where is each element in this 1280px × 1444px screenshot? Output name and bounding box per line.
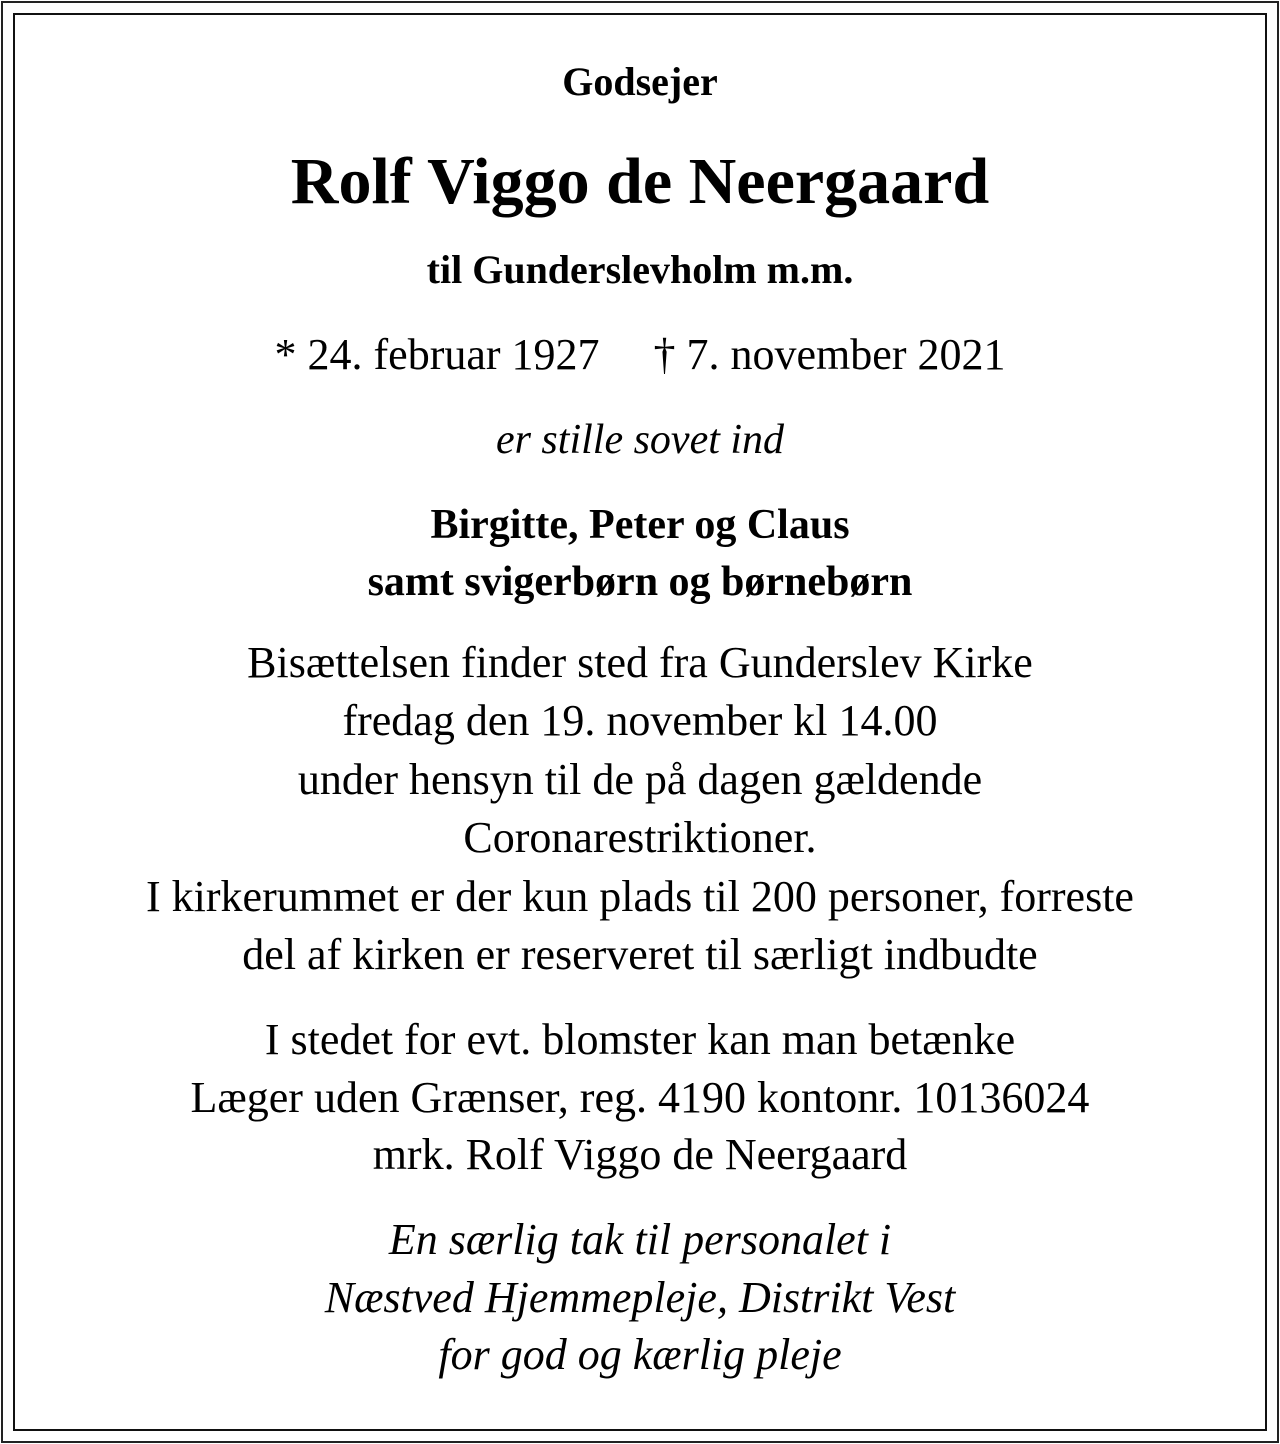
- funeral-line: fredag den 19. november kl 14.00: [342, 696, 938, 745]
- deceased-name: Rolf Viggo de Neergaard: [290, 145, 990, 218]
- subtitle: til Gunderslevholm m.m.: [426, 247, 854, 292]
- funeral-line: Bisættelsen finder sted fra Gunderslev Kirke: [247, 638, 1033, 687]
- funeral-line: Coronarestriktioner.: [463, 813, 817, 862]
- phrase: er stille sovet ind: [495, 417, 785, 463]
- birth-date: * 24. februar 1927: [274, 330, 600, 379]
- funeral-line: under hensyn til de på dagen gældende: [297, 755, 983, 804]
- death-date: † 7. november 2021: [653, 330, 1006, 379]
- donation-line: mrk. Rolf Viggo de Neergaard: [372, 1130, 908, 1179]
- thanks-line: Næstved Hjemmepleje, Distrikt Vest: [324, 1273, 956, 1322]
- thanks-line: En særlig tak til personalet i: [388, 1215, 892, 1264]
- dates: [0, 326, 1280, 384]
- donation-line: Læger uden Grænser, reg. 4190 kontonr. 10136024: [190, 1073, 1090, 1122]
- family-line: samt svigerbørn og børnebørn: [367, 559, 913, 605]
- donation-line: I stedet for evt. blomster kan man betænke: [264, 1015, 1016, 1064]
- family-line: Birgitte, Peter og Claus: [430, 502, 850, 548]
- thanks-line: for god og kærlig pleje: [438, 1330, 842, 1379]
- title: Godsejer: [562, 59, 718, 104]
- funeral-line: I kirkerummet er der kun plads til 200 personer, forreste: [146, 872, 1134, 921]
- funeral-line: del af kirken er reserveret til særligt indbudte: [242, 930, 1038, 979]
